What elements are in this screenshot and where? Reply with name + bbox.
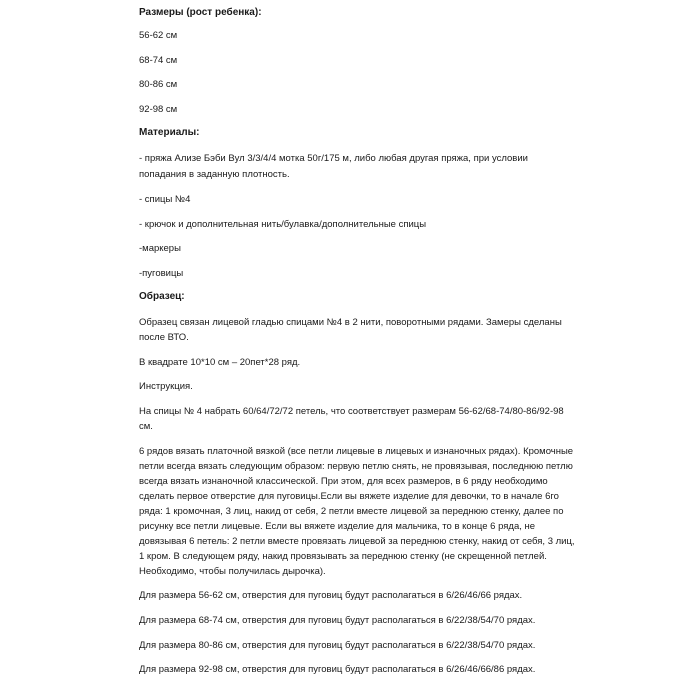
sample-gauge: В квадрате 10*10 см – 20пет*28 ряд. bbox=[139, 357, 301, 368]
caston-line1: На спицы № 4 набрать 60/64/72/72 петель, что соответствует размерам 56-62/68-74/80-86/92-98 bbox=[139, 406, 564, 417]
size-item: 92-98 см bbox=[139, 104, 178, 115]
sample-desc-line1: Образец связан лицевой гладью спицами №4 в 2 нити, поворотными рядами. Замеры сделаны bbox=[139, 317, 562, 328]
materials-yarn-line2: попадания в заданную плотность. bbox=[139, 169, 290, 180]
buttonhole-line: Для размера 92-98 см, отверстия для пуговиц будут располагаться в 6/26/46/66/86 рядах. bbox=[139, 664, 536, 675]
sizes-heading: Размеры (рост ребенка): bbox=[139, 7, 262, 18]
sample-heading: Образец: bbox=[139, 291, 185, 302]
garter-line: 6 рядов вязать платочной вязкой (все петли лицевые в лицевых и изнаночных рядах). Кромочные bbox=[139, 446, 574, 457]
materials-heading: Материалы: bbox=[139, 127, 200, 138]
garter-line: сделать первое отверстие для пуговицы.Если вы вяжете изделие для девочки, то в начале 6го bbox=[139, 491, 559, 502]
buttonhole-line: Для размера 80-86 см, отверстия для пуговиц будут располагаться в 6/22/38/54/70 рядах. bbox=[139, 640, 536, 651]
materials-buttons: -пуговицы bbox=[139, 268, 184, 279]
garter-line: Необходимо, чтобы получилась дырочка). bbox=[139, 566, 326, 577]
garter-line: всегда вязать изнаночной классической. При этом, для всех размеров, в 6 ряду необходимо bbox=[139, 476, 548, 487]
caston-line2: см. bbox=[139, 421, 153, 432]
garter-line: 1 кром. В следующем ряду, накид провязывать за переднюю стенку (не скрещенной петлей. bbox=[139, 551, 547, 562]
buttonhole-line: Для размера 56-62 см, отверстия для пуговиц будут располагаться в 6/26/46/66 рядах. bbox=[139, 590, 523, 601]
garter-line: ряда: 1 кромочная, 3 лиц, накид от себя, 2 петли вместе лицевой за переднюю стенку, далее по bbox=[139, 506, 564, 517]
materials-markers: -маркеры bbox=[139, 243, 181, 254]
materials-hook: - крючок и дополнительная нить/булавка/дополнительные спицы bbox=[139, 219, 427, 230]
sample-desc-line2: после ВТО. bbox=[139, 332, 189, 343]
instructions-heading: Инструкция. bbox=[139, 381, 193, 392]
garter-line: довязывая 6 петель: 2 петли вместе провязать лицевой за переднюю стенку, накид от себя, 3 лиц, bbox=[139, 536, 575, 547]
size-item: 56-62 см bbox=[139, 30, 178, 41]
size-item: 80-86 см bbox=[139, 79, 178, 90]
garter-line: рисунку все петли лицевые. Если вы вяжете изделие для мальчика, то в конце 6 ряда, не bbox=[139, 521, 536, 532]
garter-line: петли всегда вязать следующим образом: первую петлю снять, не провязывая, последнюю петлю bbox=[139, 461, 573, 472]
buttonhole-line: Для размера 68-74 см, отверстия для пуговиц будут располагаться в 6/22/38/54/70 рядах. bbox=[139, 615, 536, 626]
materials-yarn-line1: - пряжа Ализе Бэби Вул 3/3/4/4 мотка 50г/175 м, либо любая другая пряжа, при условии bbox=[139, 153, 528, 164]
materials-needles: - спицы №4 bbox=[139, 194, 191, 205]
size-item: 68-74 см bbox=[139, 55, 178, 66]
